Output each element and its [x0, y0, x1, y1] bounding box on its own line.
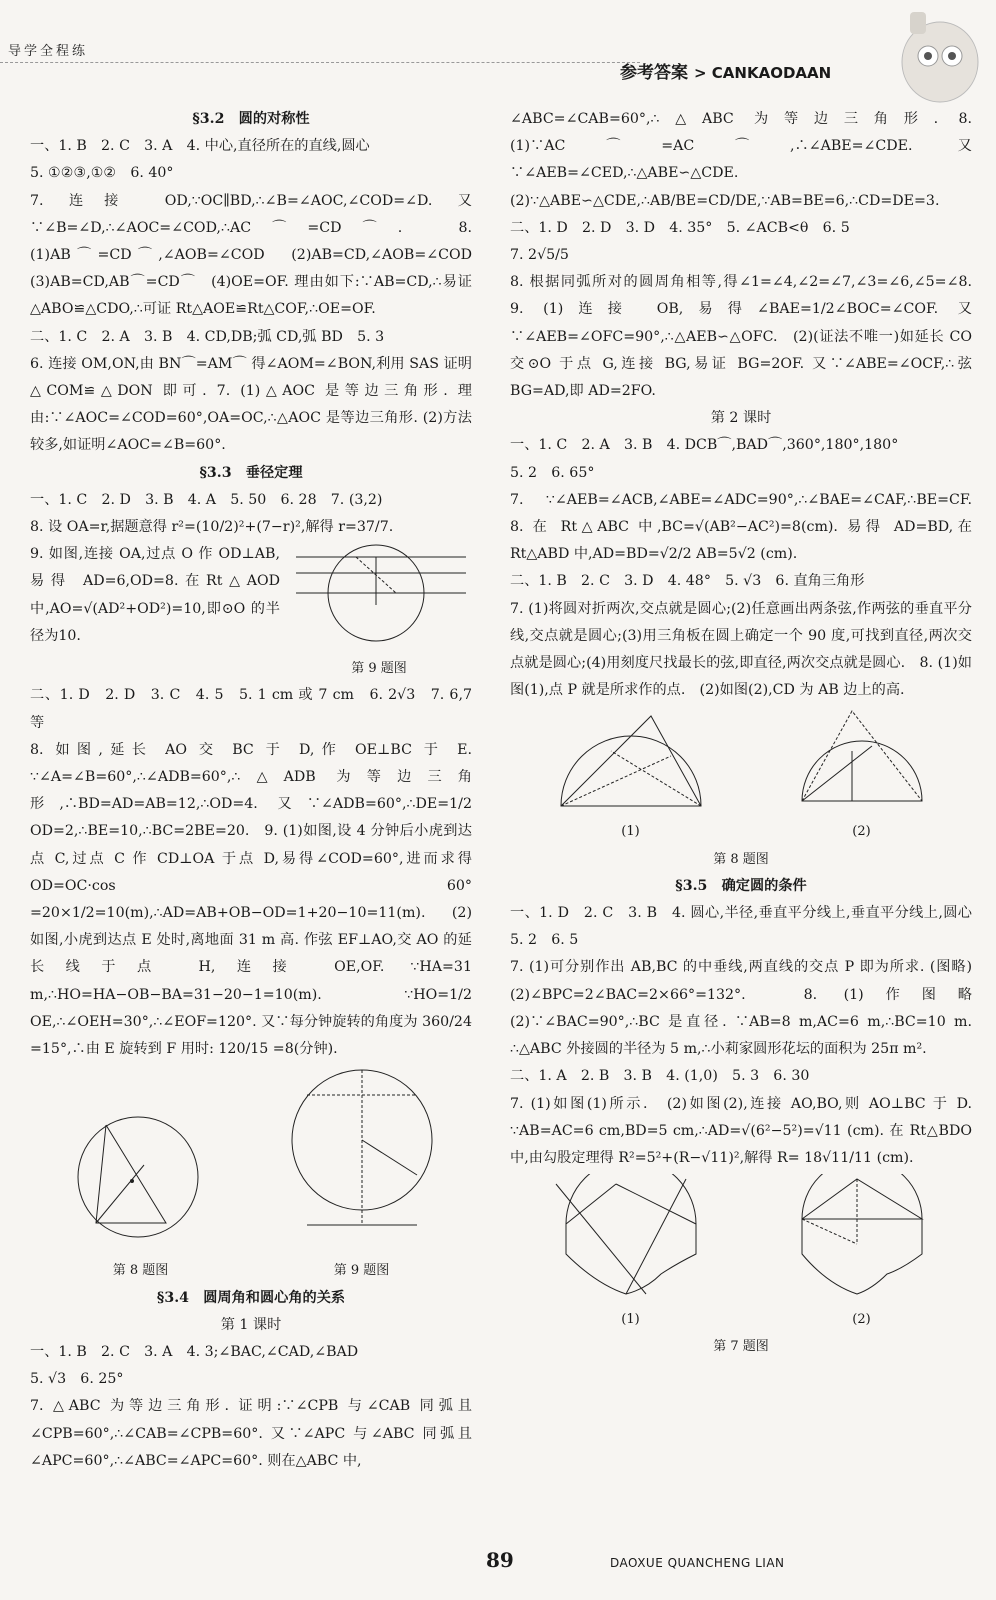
figure-sub-label: (1)	[621, 1312, 640, 1328]
answer-line: 一、1. C 2. A 3. B 4. DCB⌒,BAD⌒,360°,180°,180°	[510, 437, 899, 454]
answer-line: (2)∵△ABE∽△CDE,∴AB/BE=CD/DE,∵AB=BE=6,∴CD=DE=3.	[510, 192, 940, 209]
answer-paragraph: 9. 如图,连接 OA,过点 O 作 OD⊥AB,易得 AD=6,OD=8.在Rt△AOD 中,AO=√(AD²+OD²)=10,即⊙O 的半径为10.	[30, 546, 280, 644]
answer-paragraph: 7. (1)如图(1)所示. (2)如图(2),连接 AO,BO,则 AO⊥BC 于 D. ∵AB=AC=6 cm,BD=5 cm,∴AD=√(6²−5²)=√11 (cm). 在 Rt△BDO 中,由勾股定理得 R²=5²+(R−√11)²,解得 R= 18√11/11 (cm).	[510, 1095, 972, 1166]
answer-paragraph: 7. 连接 OD,∵OC∥BD,∴∠B=∠AOC,∠COD=∠D. 又∵∠B=∠D,∴∠AOC=∠COD,∴AC⌒=CD⌒. 8. (1)AB⌒=CD⌒,∠AOB=∠COD (2)AB=CD,∠AOB=∠COD (3)AB=CD,AB⌒=CD⌒ (4)OE=OF. 理由如下:∵AB=CD,∴易证△ABO≌△CDO,∴可证 Rt△AOE≌Rt△COF,∴OE=OF.	[30, 192, 487, 318]
answer-paragraph: 6. 连接 OM,ON,由 BN⌒=AM⌒ 得∠AOM=∠BON,利用 SAS 证明△COM≌△DON 即可. 7. (1)△AOC 是等边三角形. 理由:∵∠AOC=∠COD=60°,OA=OC,∴△AOC 是等边三角形. (2)方法较多,如证明∠AOC=∠B=60°.	[30, 355, 472, 454]
figure-caption: 第 8 题图	[112, 1263, 169, 1279]
answer-line: 7. 2√5/5	[510, 247, 569, 264]
section-3-5-heading: §3.5 确定圆的条件	[675, 877, 807, 894]
page-number: 89	[486, 1548, 514, 1572]
answer-paragraph: 7. (1)将圆对折两次,交点就是圆心;(2)任意画出两条弦,作两弦的垂直平分线,交点就是圆心;(3)用三角板在圆上确定一个 90 度,可找到直径,两次交点就是圆心;(4)用刻度尺找最长的弦,即直径,两次交点就是圆心. 8. (1)如图(1),点 P 就是所求作的点. (2)如图(2),CD 为 AB 边上的高.	[510, 600, 972, 699]
figure-7-1-diagram	[546, 1174, 716, 1304]
header-title	[620, 58, 831, 83]
answer-paragraph: 8. 根据同弧所对的圆周角相等,得∠1=∠4,∠2=∠7,∠3=∠6,∠5=∠8. 9. (1)连接 OB,易得∠BAE=1/2∠BOC=∠COF. 又∵∠AEB=∠OFC=90°,∴△AEB∽△OFC. (2)(证法不唯一)如延长 CO 交⊙O 于点 G,连接 BG,易证 BG=2OF. 又∵∠ABE=∠OCF,∴弦 BG=AD,即 AD=2FO.	[510, 274, 987, 400]
answer-paragraph: 二、1. D 2. D 3. C 4. 5 5. 1 cm 或 7 cm 6. 2√3 7. 6,7 等	[30, 687, 472, 731]
section-3-4-heading: §3.4 圆周角和圆心角的关系	[156, 1289, 346, 1306]
answer-line: 一、1. C 2. D 3. B 4. A 5. 50 6. 28 7. (3,2)	[30, 491, 383, 508]
answer-line: 5. √3 6. 25°	[30, 1371, 124, 1388]
answer-title: 参考答案	[620, 63, 688, 83]
figure-sub-label: (1)	[621, 824, 640, 840]
left-column	[30, 106, 487, 1475]
answer-paragraph: ∠ABC=∠CAB=60°,∴△ABC 为等边三角形. 8. (1)∵AC⌒=AC⌒,∴∠ABE=∠CDE. 又∵∠AEB=∠CED,∴△ABE∽△CDE.	[510, 111, 972, 182]
answer-line: 5. ①②③,①② 6. 40°	[30, 165, 174, 182]
figure-caption: 第 9 题图	[351, 661, 407, 677]
answer-line: 二、1. A 2. B 3. B 4. (1,0) 5. 3 6. 30	[510, 1068, 810, 1085]
section-3-3-heading: §3.3 垂径定理	[199, 464, 303, 481]
lesson-2-heading: 第 2 课时	[710, 410, 772, 427]
figure-8-diagram	[66, 1105, 216, 1255]
figure-caption: 第 9 题图	[333, 1263, 390, 1279]
answer-line: 二、1. B 2. C 3. D 4. 48° 5. √3 6. 直角三角形	[510, 573, 865, 590]
answer-paragraph: 7. ∵∠AEB=∠ACB,∠ABE=∠ADC=90°,∴∠BAE=∠CAF,∴BE=CF. 8. 在 Rt△ABC 中,BC=√(AB²−AC²)=8(cm). 易得 AD=BD,在 Rt△ABD 中,AD=BD=√2/2 AB=5√2 (cm).	[510, 491, 987, 563]
figure-9b-diagram	[287, 1065, 437, 1255]
header-divider	[0, 62, 640, 63]
answer-title-en: > CANKAODAAN	[694, 64, 832, 82]
footer-series: DAOXUE QUANCHENG LIAN	[610, 1556, 785, 1570]
answer-line: 二、1. C 2. A 3. B 4. CD,DB;弧 CD,弧 BD 5. 3	[30, 328, 385, 345]
answer-paragraph: 8. 如图,延长 AO 交 BC 于 D,作 OE⊥BC 于 E. ∵∠A=∠B=60°,∴∠ADB=60°,∴△ADB 为等边三角形,∴BD=AD=AB=12,∴OD=4. 又∵∠ADB=60°,∴DE=1/2 OD=2,∴BE=10,∴BC=2BE=20. 9. (1)如图,设 4 分钟后小虎到达点 C,过点 C 作 CD⊥OA 于点 D,易得∠COD=60°,进而求得 OD=OC·cos 60° =20×1/2=10(m),∴AD=AB+OB−OD=1+20−10=11(m). (2)如图,小虎到达点 E 处时,离地面 31 m 高. 作弦 EF⊥AO,交 AO 的延长线于点 H,连接 OE,OF. ∵HA=31 m,∴HO=HA−OB−BA=31−20−1=10(m). ∵HO=1/2 OE,∴∠OEH=30°,∴∠EOF=120°. 又∵每分钟旋转的角度为 360/24 =15°,∴由 E 旋转到 F 用时: 120/15 =8(分钟).	[30, 741, 472, 1058]
answer-paragraph: 一、1. D 2. C 3. B 4. 圆心,半径,垂直平分线上,垂直平分线上,圆心 5. 2 6. 5	[510, 905, 987, 949]
header-series: 导学全程练	[8, 44, 89, 59]
figure-sub-label: (2)	[852, 824, 871, 840]
lesson-1-heading: 第 1 课时	[220, 1316, 282, 1333]
answer-line: 5. 2 6. 65°	[510, 464, 595, 481]
mascot-icon	[880, 4, 990, 114]
right-column	[510, 106, 987, 1361]
answer-line: 8. 设 OA=r,据题意得 r²=(10/2)²+(7−r)²,解得 r=37/7.	[30, 519, 394, 536]
figure-8-1-diagram	[551, 706, 711, 816]
figure-caption: 第 7 题图	[713, 1339, 769, 1355]
figure-8-2-diagram	[792, 706, 932, 816]
figure-7-2-diagram	[787, 1174, 937, 1304]
answer-line: 一、1. B 2. C 3. A 4. 中心,直径所在的直线,圆心	[30, 138, 370, 155]
answer-line: 一、1. B 2. C 3. A 4. 3;∠BAC,∠CAD,∠BAD	[30, 1343, 359, 1360]
answer-paragraph: 7. (1)可分别作出 AB,BC 的中垂线,两直线的交点 P 即为所求. (图略) (2)∠BPC=2∠BAC=2×66°=132°. 8. (1)作图略 (2)∵∠BAC=90°,∴BC 是直径. ∵AB=8 m,AC=6 m,∴BC=10 m. ∴△ABC 外接圆的半径为 5 m,∴小莉家圆形花坛的面积为 25π m².	[510, 959, 987, 1058]
figure-sub-label: (2)	[852, 1312, 871, 1328]
answer-line: 二、1. D 2. D 3. D 4. 35° 5. ∠ACB<θ 6. 5	[510, 219, 850, 236]
figure-9-diagram	[286, 543, 472, 653]
answer-paragraph: 7. △ABC 为等边三角形. 证明:∵∠CPB 与∠CAB 同弧且∠CPB=60°,∴∠CAB=∠CPB=60°. 又∵∠APC 与∠ABC 同弧且∠APC=60°,∴∠ABC=∠APC=60°. 则在△ABC 中,	[30, 1398, 472, 1469]
section-3-2-heading: §3.2 圆的对称性	[192, 111, 310, 127]
figure-caption: 第 8 题图	[713, 851, 769, 867]
